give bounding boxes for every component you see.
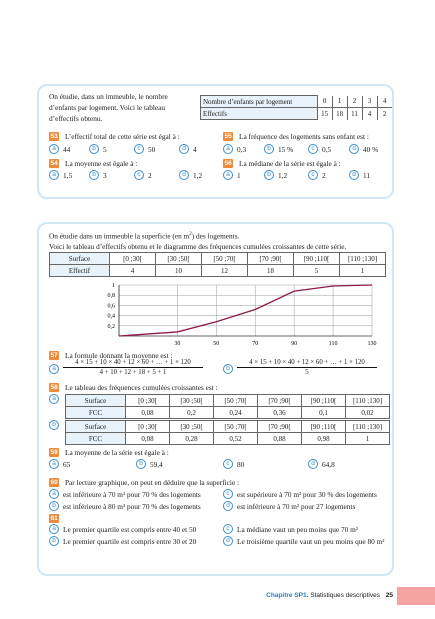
question-57-text: La formule donnant la moyenne est : [65,351,173,360]
q58a-class: [110 ;130] [346,395,390,407]
q57-a-denominator: 4 + 10 + 12 + 18 + 5 + 1 [99,369,167,376]
q60-option-a-text: est inférieure à 70 m² pour 70 % des logements [63,490,201,499]
q58b-fcc-value: 0,08 [126,433,170,445]
children-count: 2 [377,108,392,120]
q60-option-b-text: est inférieure à 80 m² pour 70 % des logements [63,502,201,511]
q55-option-d-value: 40 % [363,145,379,154]
question-54-text: La moyenne est égale à : [65,159,138,168]
q54-option-d-value: 1,2 [193,171,203,180]
q58b-fcc-value: 1 [346,433,390,445]
question-58-text: Le tableau des fréquences cumulées croissantes est : [65,383,218,392]
q59-option-b[interactable]: b [136,459,146,469]
question-53-text: L’effectif total de cette série est égal à : [65,132,180,141]
children-count: 4 [362,108,377,120]
q58b-class: [110 ;130] [346,421,390,433]
q56-option-b[interactable]: b [264,170,274,180]
chart-ticks [108,283,377,347]
children-value: 1 [332,96,347,108]
footer-title: Statistiques descriptives [310,592,380,599]
q60-option-d-text: est inférieure à 70 m² pour 27 logements [237,502,356,511]
q58-table-b [65,420,390,445]
box2-intro-start: On étudie dans un immeuble la superficie (en m [49,231,190,241]
q58a-class: [50 ;70[ [214,395,258,407]
box2-intro-end: ) des logements. [191,231,240,241]
q55-option-d[interactable]: d [349,144,359,154]
surface-count: 1 [340,265,386,277]
children-value: 2 [347,96,362,108]
question-number-60: 60 [50,479,58,486]
counts-table-label: Effectifs [201,108,318,120]
surface-class: [0 ;30[ [110,253,156,265]
box2-intro-line1 [49,229,346,241]
q58b-class: [0 ;30[ [126,421,170,433]
chart-x-tick-label: 30 [174,341,181,347]
q56-option-a-value: 1 [237,171,241,180]
box1-intro [49,91,199,124]
q56-option-a[interactable]: a [223,170,233,180]
surface-class: [90 ;110[ [294,253,340,265]
q58a-fcc-value: 0,08 [126,407,170,419]
q58-option-a[interactable]: a [49,394,59,404]
q61-option-b[interactable]: b [49,536,59,546]
chart-y-tick-label: 1 [112,283,115,289]
q58-table-a [65,394,390,419]
q57-b-fraction-bar [237,367,377,368]
q55-option-c-value: 0,5 [322,145,332,154]
q58b-surface-label: Surface [66,421,126,433]
q56-option-b-value: 1,2 [278,171,288,180]
q61-option-c[interactable]: c [223,524,233,534]
box2-intro-line2: Voici le tableau d’effectifs obtenu et le diagramme des fréquences cumulées croissantes de cette série. [49,242,347,252]
surface-count: 4 [110,265,156,277]
children-value: 0 [317,96,332,108]
children-value: 4 [377,96,392,108]
q56-option-d[interactable]: d [349,170,359,180]
page-footer [266,592,393,599]
q54-option-c-value: 2 [148,171,152,180]
q58b-fcc-value: 0,98 [302,433,346,445]
q55-option-a-value: 0,3 [237,145,247,154]
q58b-fcc-value: 0,88 [258,433,302,445]
q58b-class: [50 ;70[ [214,421,258,433]
q53-option-c[interactable]: c [134,144,144,154]
surface-table-label: Surface [50,253,110,265]
page-number: 25 [385,592,393,599]
surface-class: [50 ;70[ [202,253,248,265]
q58a-class: [0 ;30[ [126,395,170,407]
q54-option-b-value: 3 [103,171,107,180]
q58b-class: [90 ;110[ [302,421,346,433]
exercise-box-1 [37,84,394,199]
children-table [200,95,392,120]
q61-option-d[interactable]: d [223,536,233,546]
q59-option-c-value: 80 [237,460,245,469]
q59-option-d-value: 64,8 [322,460,335,469]
q58a-class: [70 ;90[ [258,395,302,407]
chart-x-tick-label: 130 [367,341,377,347]
children-count: 11 [347,108,362,120]
q56-option-d-value: 11 [363,171,371,180]
q53-option-d-value: 4 [193,145,197,154]
q60-option-c-text: est supérieure à 70 m² pour 30 % des logements [237,490,377,499]
question-60-text: Par lecture graphique, on peut en déduire que la superficie : [65,478,240,487]
question-number-56: 56 [224,160,232,167]
q57-b-denominator: 5 [305,369,309,376]
chart-x-tick-label: 50 [213,341,220,347]
q55-option-b[interactable]: b [264,144,274,154]
q58b-fcc-value: 0,28 [170,433,214,445]
q61-option-c-text: La médiane vaut un peu moins que 70 m² [237,525,358,534]
chart-x-tick-label: 110 [328,341,338,347]
q60-option-d[interactable]: d [223,501,233,511]
surface-count: 18 [248,265,294,277]
q58b-class: [30 ;50[ [170,421,214,433]
chart-x-tick-label: 70 [252,341,259,347]
exercise-box-2 [37,222,394,576]
cumulative-frequency-chart [94,279,384,349]
question-number-58: 58 [50,384,58,391]
children-table-label: Nombre d’enfants par logement [201,96,318,108]
chart-y-tick-label: 0,8 [107,293,115,300]
question-56-text: La médiane de la série est égale à : [239,159,341,168]
q57-b-numerator: 4 × 15 + 10 × 40 + 12 × 60 + … + 1 × 120 [249,359,365,366]
chart-grid [119,285,372,336]
q54-option-a-value: 1,5 [63,171,73,180]
q58a-fcc-value: 0,36 [258,407,302,419]
surface-count: 5 [294,265,340,277]
q57-option-a-fraction [63,359,203,376]
q58a-fcc-label: FCC [66,407,126,419]
q58a-fcc-value: 0,2 [170,407,214,419]
q58a-class: [30 ;50[ [170,395,214,407]
q58a-fcc-value: 0,02 [346,407,390,419]
q57-option-b[interactable]: b [223,364,233,374]
chart-y-tick-label: 0,2 [107,323,115,330]
q57-option-b-fraction [237,359,377,376]
chapter-tab-marker [397,587,435,605]
q54-option-d[interactable]: d [179,170,189,180]
chart-y-tick-label: 0,4 [107,313,115,320]
question-number-59: 59 [50,449,58,456]
q61-option-d-text: Le troisième quartile vaut un peu moins que 80 m² [237,537,385,546]
q59-option-b-value: 59,4 [150,460,163,469]
q55-option-b-value: 15 % [278,145,294,154]
footer-chapter: Chapitre SP1. [266,592,309,599]
question-number-54: 54 [50,160,58,167]
box1-intro-line2: d’enfants par logement. Voici le tableau [49,103,166,112]
surface-count: 12 [202,265,248,277]
q59-option-d[interactable]: d [308,459,318,469]
q59-option-a-value: 65 [63,460,71,469]
q53-option-c-value: 50 [148,145,156,154]
q55-option-c[interactable]: c [308,144,318,154]
question-number-61: 61 [50,515,58,522]
q58b-class: [70 ;90[ [258,421,302,433]
q53-option-d[interactable]: d [179,144,189,154]
q57-a-numerator: 4 × 15 + 10 × 40 + 12 × 60 + … + 1 × 120 [75,359,191,366]
children-count: 15 [317,108,332,120]
q57-option-a[interactable]: a [49,364,59,374]
q60-option-c[interactable]: c [223,489,233,499]
question-55-text: La fréquence des logements sans enfant est : [239,132,369,141]
question-59-text: La moyenne de la série est égale à : [65,448,169,457]
chart-y-tick-label: 0,6 [107,303,115,310]
box1-intro-line1: On étudie, dans un immeuble, le nombre [49,92,168,101]
q53-option-a[interactable]: a [49,144,59,154]
surface-class: [30 ;50[ [156,253,202,265]
q54-option-a[interactable]: a [49,170,59,180]
chart-x-tick-label: 90 [291,341,298,347]
effectif-table-label: Effectif [50,265,110,277]
q54-option-b[interactable]: b [89,170,99,180]
q53-option-b[interactable]: b [89,144,99,154]
q58a-class: [90 ;110[ [302,395,346,407]
box1-intro-line3: d’effectifs obtenu. [49,114,103,123]
surface-class: [110 ;130] [340,253,386,265]
q58-option-b[interactable]: b [49,420,59,430]
q60-option-b[interactable]: b [49,501,59,511]
question-number-53: 53 [50,133,58,140]
q57-a-fraction-bar [63,367,203,368]
chart-series-line [119,285,372,336]
q53-option-a-value: 44 [63,145,71,154]
q53-option-b-value: 5 [103,145,107,154]
q59-option-c[interactable]: c [223,459,233,469]
q58b-fcc-value: 0,52 [214,433,258,445]
surface-count: 10 [156,265,202,277]
children-value: 3 [362,96,377,108]
q59-option-a[interactable]: a [49,459,59,469]
surface-class: [70 ;90[ [248,253,294,265]
q61-option-b-text: Le premier quartile est compris entre 30 et 20 [63,537,197,546]
q56-option-c[interactable]: c [308,170,318,180]
q55-option-a[interactable]: a [223,144,233,154]
q58a-fcc-value: 0,1 [302,407,346,419]
question-number-55: 55 [224,133,232,140]
q60-option-a[interactable]: a [49,489,59,499]
box2-intro [49,229,346,252]
q58a-surface-label: Surface [66,395,126,407]
q58b-fcc-label: FCC [66,433,126,445]
q61-option-a-text: Le premier quartile est compris entre 40 et 50 [63,525,197,534]
q56-option-c-value: 2 [322,171,326,180]
q61-option-a[interactable]: a [49,524,59,534]
question-number-57: 57 [50,352,58,359]
surface-table [49,252,386,277]
box2-intro-sup: 2 [189,232,192,237]
q54-option-c[interactable]: c [134,170,144,180]
q58a-fcc-value: 0,24 [214,407,258,419]
children-count: 18 [332,108,347,120]
